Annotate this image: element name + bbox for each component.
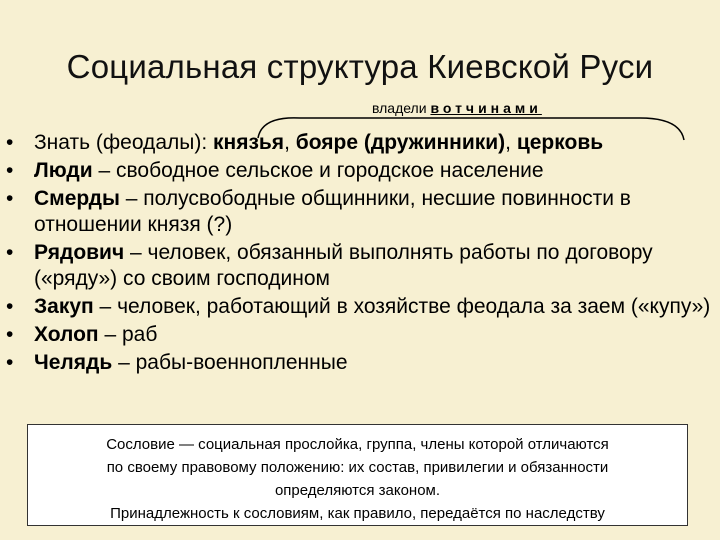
estate-term: церковь: [516, 131, 604, 154]
estate-description: – свободное сельское и городское население: [92, 159, 544, 182]
estate-description: Знать (феодалы):: [34, 131, 214, 154]
definition-box: [27, 424, 688, 526]
definition-line: Принадлежность к сословиям, как правило, передаётся по наследству: [110, 505, 605, 522]
list-item: [0, 158, 720, 184]
estate-term: Закуп: [34, 295, 94, 318]
bullet-icon: •: [6, 323, 14, 346]
estate-description: – раб: [98, 323, 158, 346]
bullet-icon: •: [6, 131, 14, 154]
list-item: [0, 322, 720, 348]
estate-term: Челядь: [34, 351, 113, 374]
estate-term: Люди: [34, 159, 93, 182]
definition-line: Сословие — социальная прослойка, группа, члены которой отличаются: [106, 436, 609, 453]
list-item: [0, 350, 720, 376]
slide-title: Социальная структура Киевской Руси: [66, 48, 654, 85]
estate-list: [0, 130, 720, 378]
definition-line: по своему правовому положению: их состав, привилегии и обязанности: [106, 459, 609, 476]
bullet-icon: •: [6, 241, 14, 264]
estate-description: – рабы-военнопленные: [112, 351, 348, 374]
bullet-icon: •: [6, 159, 14, 182]
bullet-icon: •: [6, 187, 14, 210]
estate-term: Холоп: [34, 323, 99, 346]
annotation-prefix: владели: [372, 100, 431, 116]
estate-term: Рядович: [34, 241, 125, 264]
estate-term: бояре (дружинники): [295, 131, 506, 154]
estate-term: князья: [213, 131, 285, 154]
annotation: [372, 100, 542, 116]
bullet-icon: •: [6, 295, 14, 318]
list-item: [0, 294, 720, 320]
estate-description: – человек, работающий в хозяйстве феодала за заем («купу»): [93, 295, 711, 318]
definition-line: определяются законом.: [274, 482, 441, 499]
list-item: [0, 240, 720, 292]
list-item: [0, 186, 720, 238]
estate-description: ,: [505, 131, 517, 154]
estate-description: – полусвободные общинники, несшие повинности в отношении князя (?): [34, 187, 631, 236]
bullet-icon: •: [6, 351, 14, 374]
estate-term: Смерды: [34, 187, 120, 210]
estate-description: ,: [284, 131, 296, 154]
annotation-word: вотчинами: [430, 100, 542, 116]
list-item: [0, 130, 720, 156]
estate-description: – человек, обязанный выполнять работы по договору («ряду») со своим господином: [34, 241, 653, 290]
